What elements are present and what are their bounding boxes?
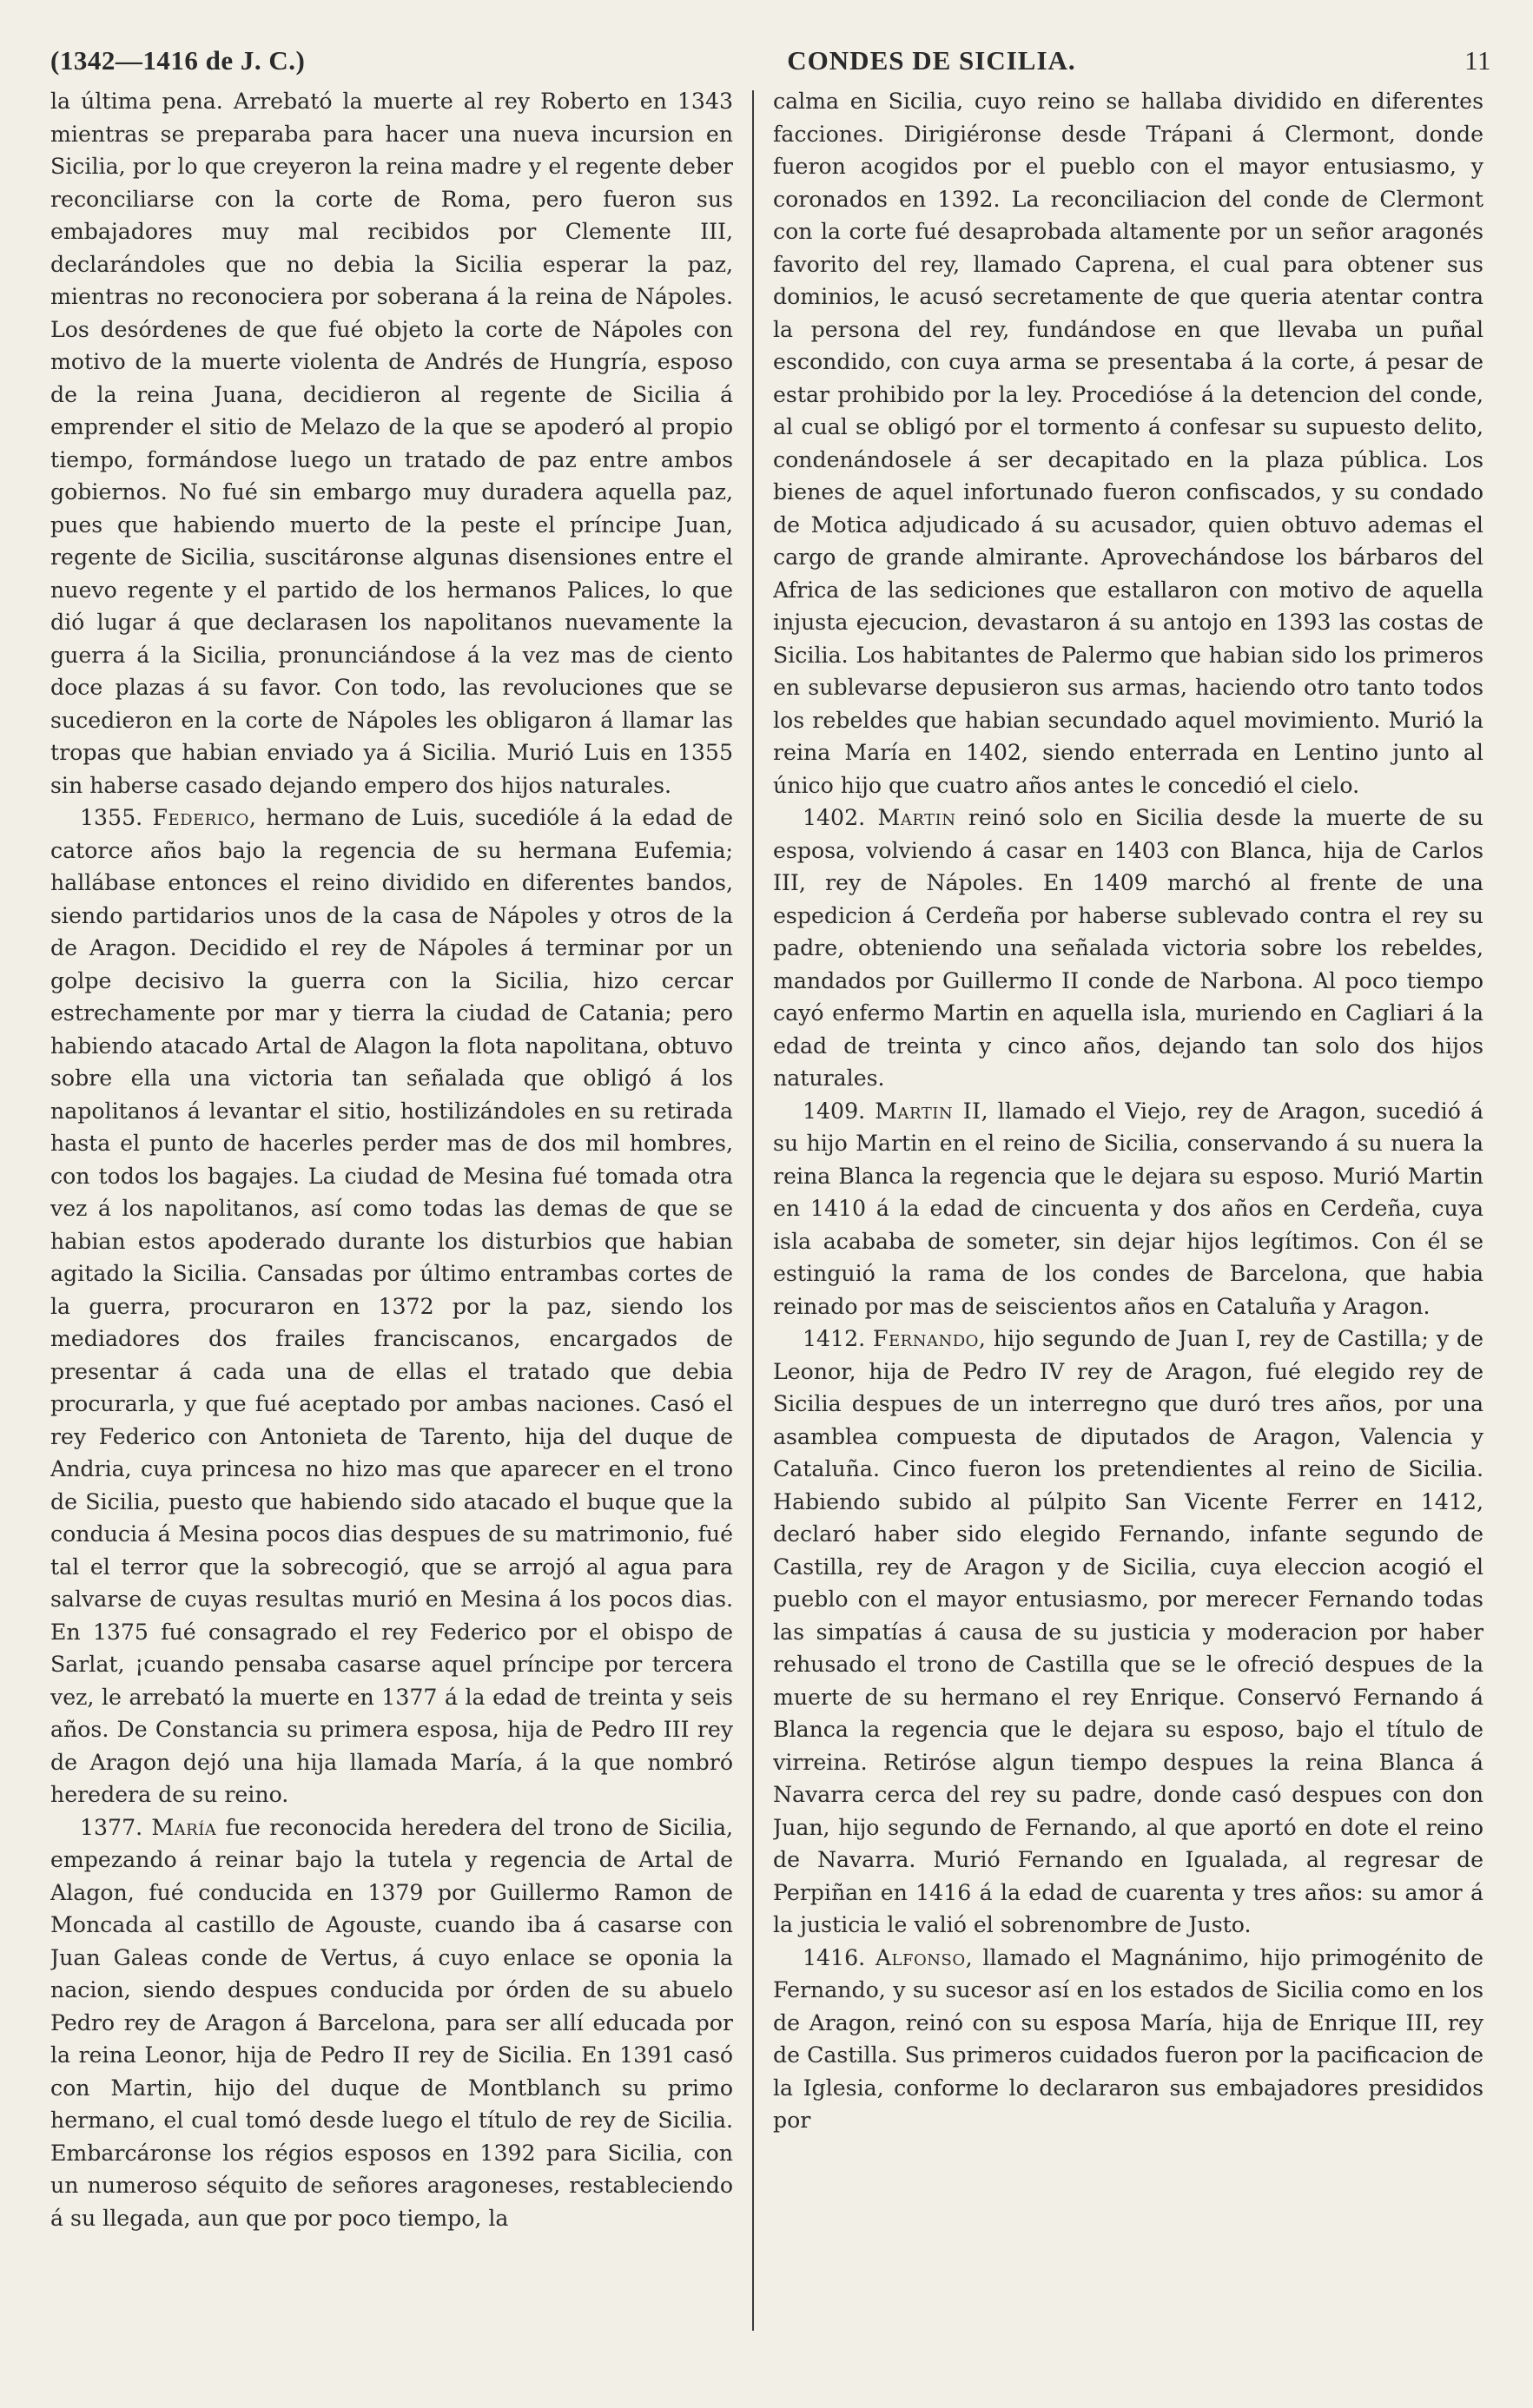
entry-year: 1377. <box>80 1814 143 1840</box>
paragraph: la última pena. Arrebató la muerte al rey Roberto en 1343 mientras se preparaba para hacer una nueva incursion en Sicilia, por lo que creyeron la reina madre y el regente deber reconciliarse con la corte de Roma, pero fueron sus embajadores muy mal recibidos por Clemente III, declarándoles que no debia la Sicilia esperar la paz, mientras no reconociera por soberana á la reina de Nápoles. Los desórdenes de que fué objeto la corte de Nápoles con motivo de la muerte violenta de Andrés de Hungría, esposo de la reina Juana, decidieron al regente de Sicilia á emprender el sitio de Melazo de la que se apoderó al propio tiempo, formándose luego un tratado de paz entre ambos gobiernos. No fué sin embargo muy duradera aquella paz, pues que habiendo muerto de la peste el príncipe Juan, regente de Sicilia, suscitáronse algunas disensiones entre el nuevo regente y el partido de los hermanos Palices, lo que dió lugar á que declarasen los napolitanos nuevamente la guerra á la Sicilia, pronunciándose á la vez mas de ciento doce plazas á su favor. Con todo, las revoluciones que se sucedieron en la corte de Nápoles les obligaron á llamar las tropas que habian enviado ya á Sicilia. Murió Luis en 1355 sin haberse casado dejando empero dos hijos naturales. <box>50 89 733 798</box>
entry-year: 1412. <box>803 1326 866 1351</box>
paragraph: 1416. Alfonso, llamado el Magnánimo, hijo primogénito de Fernando, y su sucesor así en los estados de Sicilia como en los de Aragon, reinó con su esposa María, hija de Enrique III, rey de Castilla. Sus primeros cuidados fueron por la pacificacion de la Iglesia, conforme lo declararon sus embajadores presididos por <box>773 1944 1483 2133</box>
paragraph: 1377. María fue reconocida heredera del trono de Sicilia, empezando á reinar bajo la tutela y regencia de Artal de Alagon, fué conducida en 1379 por Guillermo Ramon de Moncada al castillo de Agouste, cuando iba á casarse con Juan Galeas conde de Vertus, á cuyo enlace se oponia la nacion, siendo despues conducida por órden de su abuelo Pedro rey de Aragon á Barcelona, para ser allí educada por la reina Leonor, hija de Pedro II rey de Sicilia. En 1391 casó con Martin, hijo del duque de Montblanch su primo hermano, el cual tomó desde luego el título de rey de Sicilia. Embarcáronse los régios esposos en 1392 para Sicilia, con un numeroso séquito de señores aragoneses, restableciendo á su llegada, aun que por poco tiempo, la <box>50 1814 733 2231</box>
right-column <box>773 85 1483 2360</box>
entry-year: 1402. <box>803 805 866 830</box>
paragraph: 1412. Fernando, hijo segundo de Juan I, rey de Castilla; y de Leonor, hija de Pedro IV rey de Aragon, fué elegido rey de Sicilia despues de un interregno que duró tres años, por una asamblea compuesta de diputados de Aragon, Valencia y Cataluña. Cinco fueron los pretendientes al reino de Sicilia. Habiendo subido al púlpito San Vicente Ferrer en 1412, declaró haber sido elegido Fernando, infante segundo de Castilla, rey de Aragon y de Sicilia, cuya eleccion acogió el pueblo con el mayor entusiasmo, por merecer Fernando todas las simpatías á causa de su justicia y moderacion por haber rehusado el trono de Castilla que se le ofreció despues de la muerte de su hermano el rey Enrique. Conservó Fernando á Blanca la regencia que le dejara su esposo, bajo el título de virreina. Retiróse algun tiempo despues la reina Blanca á Navarra cerca del rey su padre, donde casó despues con don Juan, hijo segundo de Fernando, al que aportó en dote el reino de Navarra. Murió Fernando en Igualada, al regresar de Perpiñan en 1416 á la edad de cuarenta y tres años: su amor á la justicia le valió el sobrenombre de Justo. <box>773 1326 1483 1937</box>
header-date-range: (1342—1416 de J. C.) <box>50 45 306 76</box>
paragraph: 1409. Martin II, llamado el Viejo, rey de Aragon, sucedió á su hijo Martin en el reino de Sicilia, conservando á su nuera la reina Blanca la regencia que le dejara su esposo. Murió Martin en 1410 á la edad de cincuenta y dos años en Cerdeña, cuya isla acababa de someter, sin dejar hijos legítimos. Con él se estinguió la rama de los condes de Barcelona, que habia reinado por mas de seiscientos años en Cataluña y Aragon. <box>773 1098 1483 1319</box>
entry-name: Federico <box>152 805 249 830</box>
entry-name: María <box>151 1814 217 1840</box>
entry-year: 1409. <box>803 1098 866 1124</box>
entry-year: 1416. <box>803 1944 866 1970</box>
entry-name: Fernando <box>873 1326 979 1351</box>
entry-name: Martin <box>877 805 956 830</box>
paragraph: calma en Sicilia, cuyo reino se hallaba dividido en diferentes facciones. Dirigiéronse desde Trápani á Clermont, donde fueron acogidos por el pueblo con el mayor entusiasmo, y coronados en 1392. La reconciliacion del conde de Clermont con la corte fué desaprobada altamente por un señor aragonés favorito del rey, llamado Caprena, el cual para obtener sus dominios, le acusó secretamente de que queria atentar contra la persona del rey, fundándose en que llevaba un puñal escondido, con cuya arma se presentaba á la corte, á pesar de estar prohibido por la ley. Procedióse á la detencion del conde, al cual se obligó por el tormento á confesar su supuesto delito, condenándosele á ser decapitado en la plaza pública. Los bienes de aquel infortunado fueron confiscados, y su condado de Motica adjudicado á su acusador, quien obtuvo ademas el cargo de grande almirante. Aprovechándose los bárbaros del Africa de las sediciones que estallaron con motivo de aquella injusta ejecucion, devastaron á su antojo en 1393 las costas de Sicilia. Los habitantes de Palermo que habian sido los primeros en sublevarse depusieron sus armas, haciendo otro tanto todos los rebeldes que habian secundado aquel movimiento. Murió la reina María en 1402, siendo enterrada en Lentino junto al único hijo que cuatro años antes le concedió el cielo. <box>773 89 1483 798</box>
left-column <box>50 85 733 2360</box>
column-divider <box>752 90 754 2331</box>
running-header <box>50 45 1491 83</box>
entry-name: Alfonso <box>875 1944 966 1970</box>
header-title: CONDES DE SICILIA. <box>787 45 1076 76</box>
text-columns <box>50 85 1485 2360</box>
page-number: 11 <box>1464 45 1491 76</box>
paragraph: 1402. Martin reinó solo en Sicilia desde la muerte de su esposa, volviendo á casar en 1403 con Blanca, hija de Carlos III, rey de Nápoles. En 1409 marchó al frente de una espedicion á Cerdeña por haberse sublevado contra el rey su padre, obteniendo una señalada victoria sobre los rebeldes, mandados por Guillermo II conde de Narbona. Al poco tiempo cayó enfermo Martin en aquella isla, muriendo en Cagliari á la edad de treinta y cinco años, dejando tan solo dos hijos naturales. <box>773 805 1483 1091</box>
entry-year: 1355. <box>80 805 143 830</box>
entry-name: Martin II <box>875 1098 981 1124</box>
paragraph: 1355. Federico, hermano de Luis, sucedióle á la edad de catorce años bajo la regencia de su hermana Eufemia; hallábase entonces el reino dividido en diferentes bandos, siendo partidarios unos de la casa de Nápoles y otros de la de Aragon. Decidido el rey de Nápoles á terminar por un golpe decisivo la guerra con la Sicilia, hizo cercar estrechamente por mar y tierra la ciudad de Catania; pero habiendo atacado Artal de Alagon la flota napolitana, obtuvo sobre ella una victoria tan señalada que obligó á los napolitanos á levantar el sitio, hostilizándoles en su retirada hasta el punto de hacerles perder mas de dos mil hombres, con todos los bagajes. La ciudad de Mesina fué tomada otra vez á los napolitanos, así como todas las demas de que se habian estos apoderado durante los disturbios que habian agitado la Sicilia. Cansadas por último entrambas cortes de la guerra, procuraron en 1372 por la paz, siendo los mediadores dos frailes franciscanos, encargados de presentar á cada una de ellas el tratado que debia procurarla, y que fué aceptado por ambas naciones. Casó el rey Federico con Antonieta de Tarento, hija del duque de Andria, cuya princesa no hizo mas que aparecer en el trono de Sicilia, puesto que habiendo sido atacado el buque que la conducia á Mesina pocos dias despues de su matrimonio, fué tal el terror que la sobrecogió, que se arrojó al agua para salvarse de cuyas resultas murió en Mesina á los pocos dias. En 1375 fué consagrado el rey Federico por el obispo de Sarlat, ¡cuando pensaba casarse aquel príncipe por tercera vez, le arrebató la muerte en 1377 á la edad de treinta y seis años. De Constancia su primera esposa, hija de Pedro III rey de Aragon dejó una hija llamada María, á la que nombró heredera de su reino. <box>50 805 733 1807</box>
